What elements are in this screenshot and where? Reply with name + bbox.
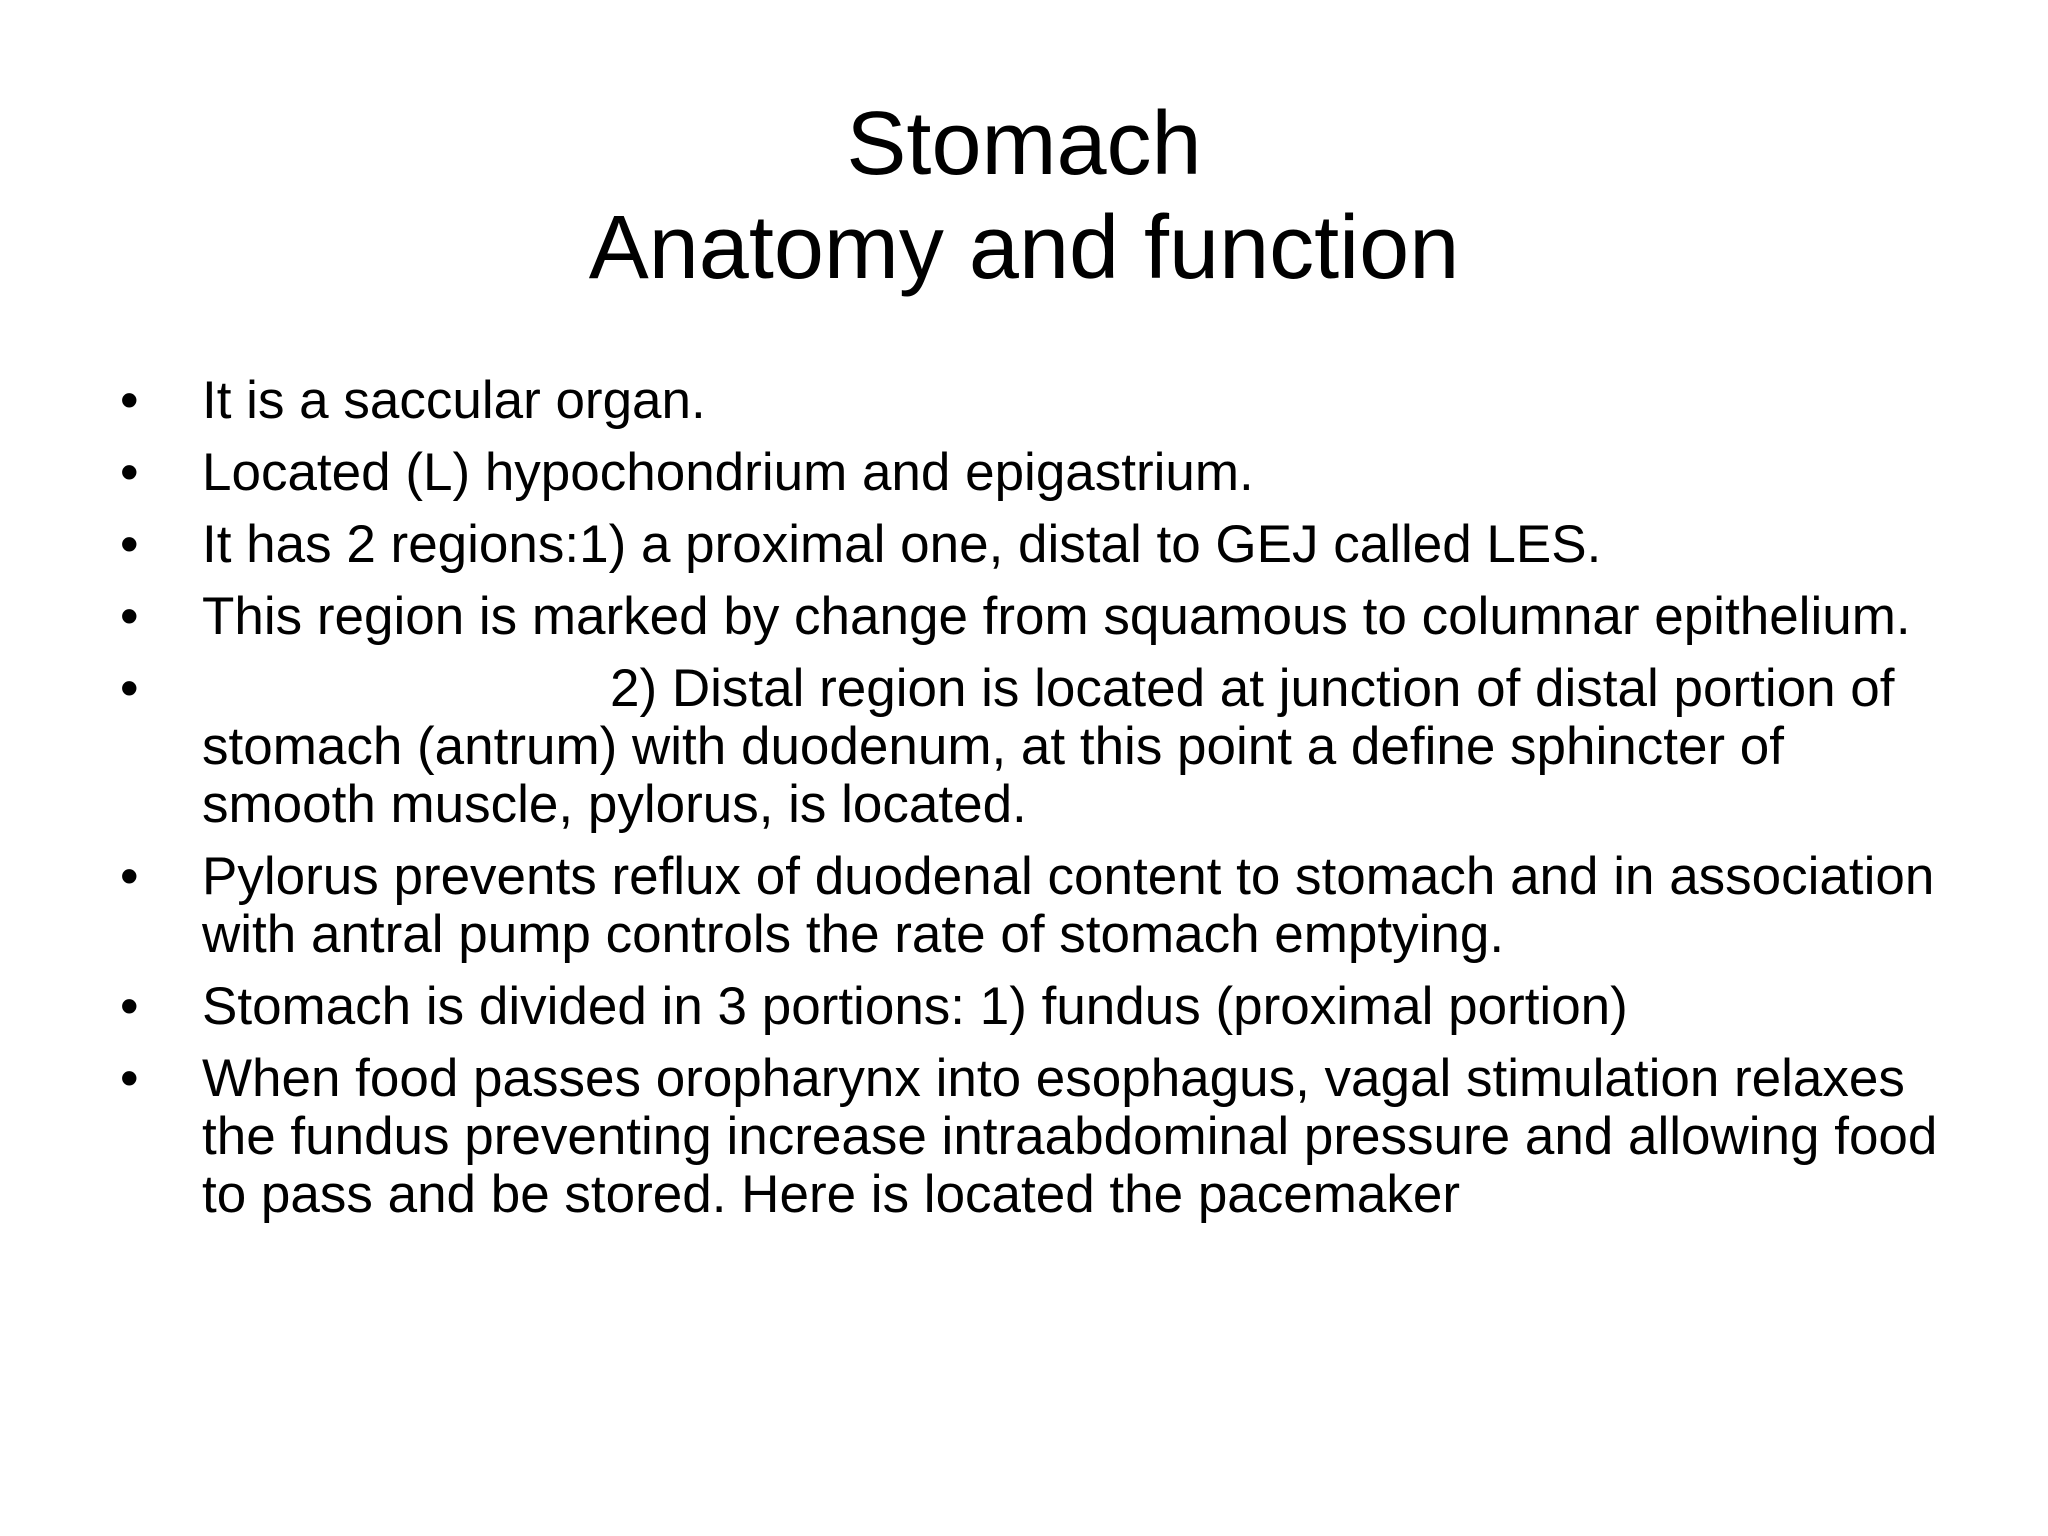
bullet-marker: • [120, 659, 139, 718]
bullet-text: Stomach is divided in 3 portions: 1) fundus (proximal portion) [202, 977, 1628, 1036]
bullet-list [120, 372, 1960, 1238]
bullet-item [120, 588, 1960, 646]
bullet-text: 2) Distal region is located at junction of distal portion of stomach (antrum) with duodenum, at this point a define sphincter of smooth muscle, pylorus, is located. [202, 659, 1895, 834]
bullet-item [120, 444, 1960, 502]
bullet-item [120, 372, 1960, 430]
bullet-marker: • [120, 371, 139, 430]
title-line-2: Anatomy and function [588, 198, 1460, 298]
bullet-text: It has 2 regions:1) a proximal one, distal to GEJ called LES. [202, 515, 1602, 574]
bullet-marker: • [120, 1049, 139, 1108]
title-line-1: Stomach [846, 94, 1202, 194]
bullet-item [120, 660, 1960, 834]
bullet-marker: • [120, 443, 139, 502]
bullet-marker: • [120, 977, 139, 1036]
bullet-text: It is a saccular organ. [202, 371, 706, 430]
bullet-marker: • [120, 515, 139, 574]
bullet-text: Located (L) hypochondrium and epigastrium. [202, 443, 1254, 502]
bullet-text: Pylorus prevents reflux of duodenal content to stomach and in association with antral pump controls the rate of stomach emptying. [202, 847, 1935, 964]
bullet-item [120, 848, 1960, 964]
bullet-item [120, 1050, 1960, 1224]
bullet-marker: • [120, 587, 139, 646]
bullet-marker: • [120, 847, 139, 906]
bullet-item [120, 978, 1960, 1036]
slide-title [0, 92, 2048, 300]
bullet-text: When food passes oropharynx into esophagus, vagal stimulation relaxes the fundus preventing increase intraabdominal pressure and allowing food to pass and be stored. Here is located the pacemaker [202, 1049, 1938, 1224]
bullet-text: This region is marked by change from squamous to columnar epithelium. [202, 587, 1911, 646]
bullet-item [120, 516, 1960, 574]
